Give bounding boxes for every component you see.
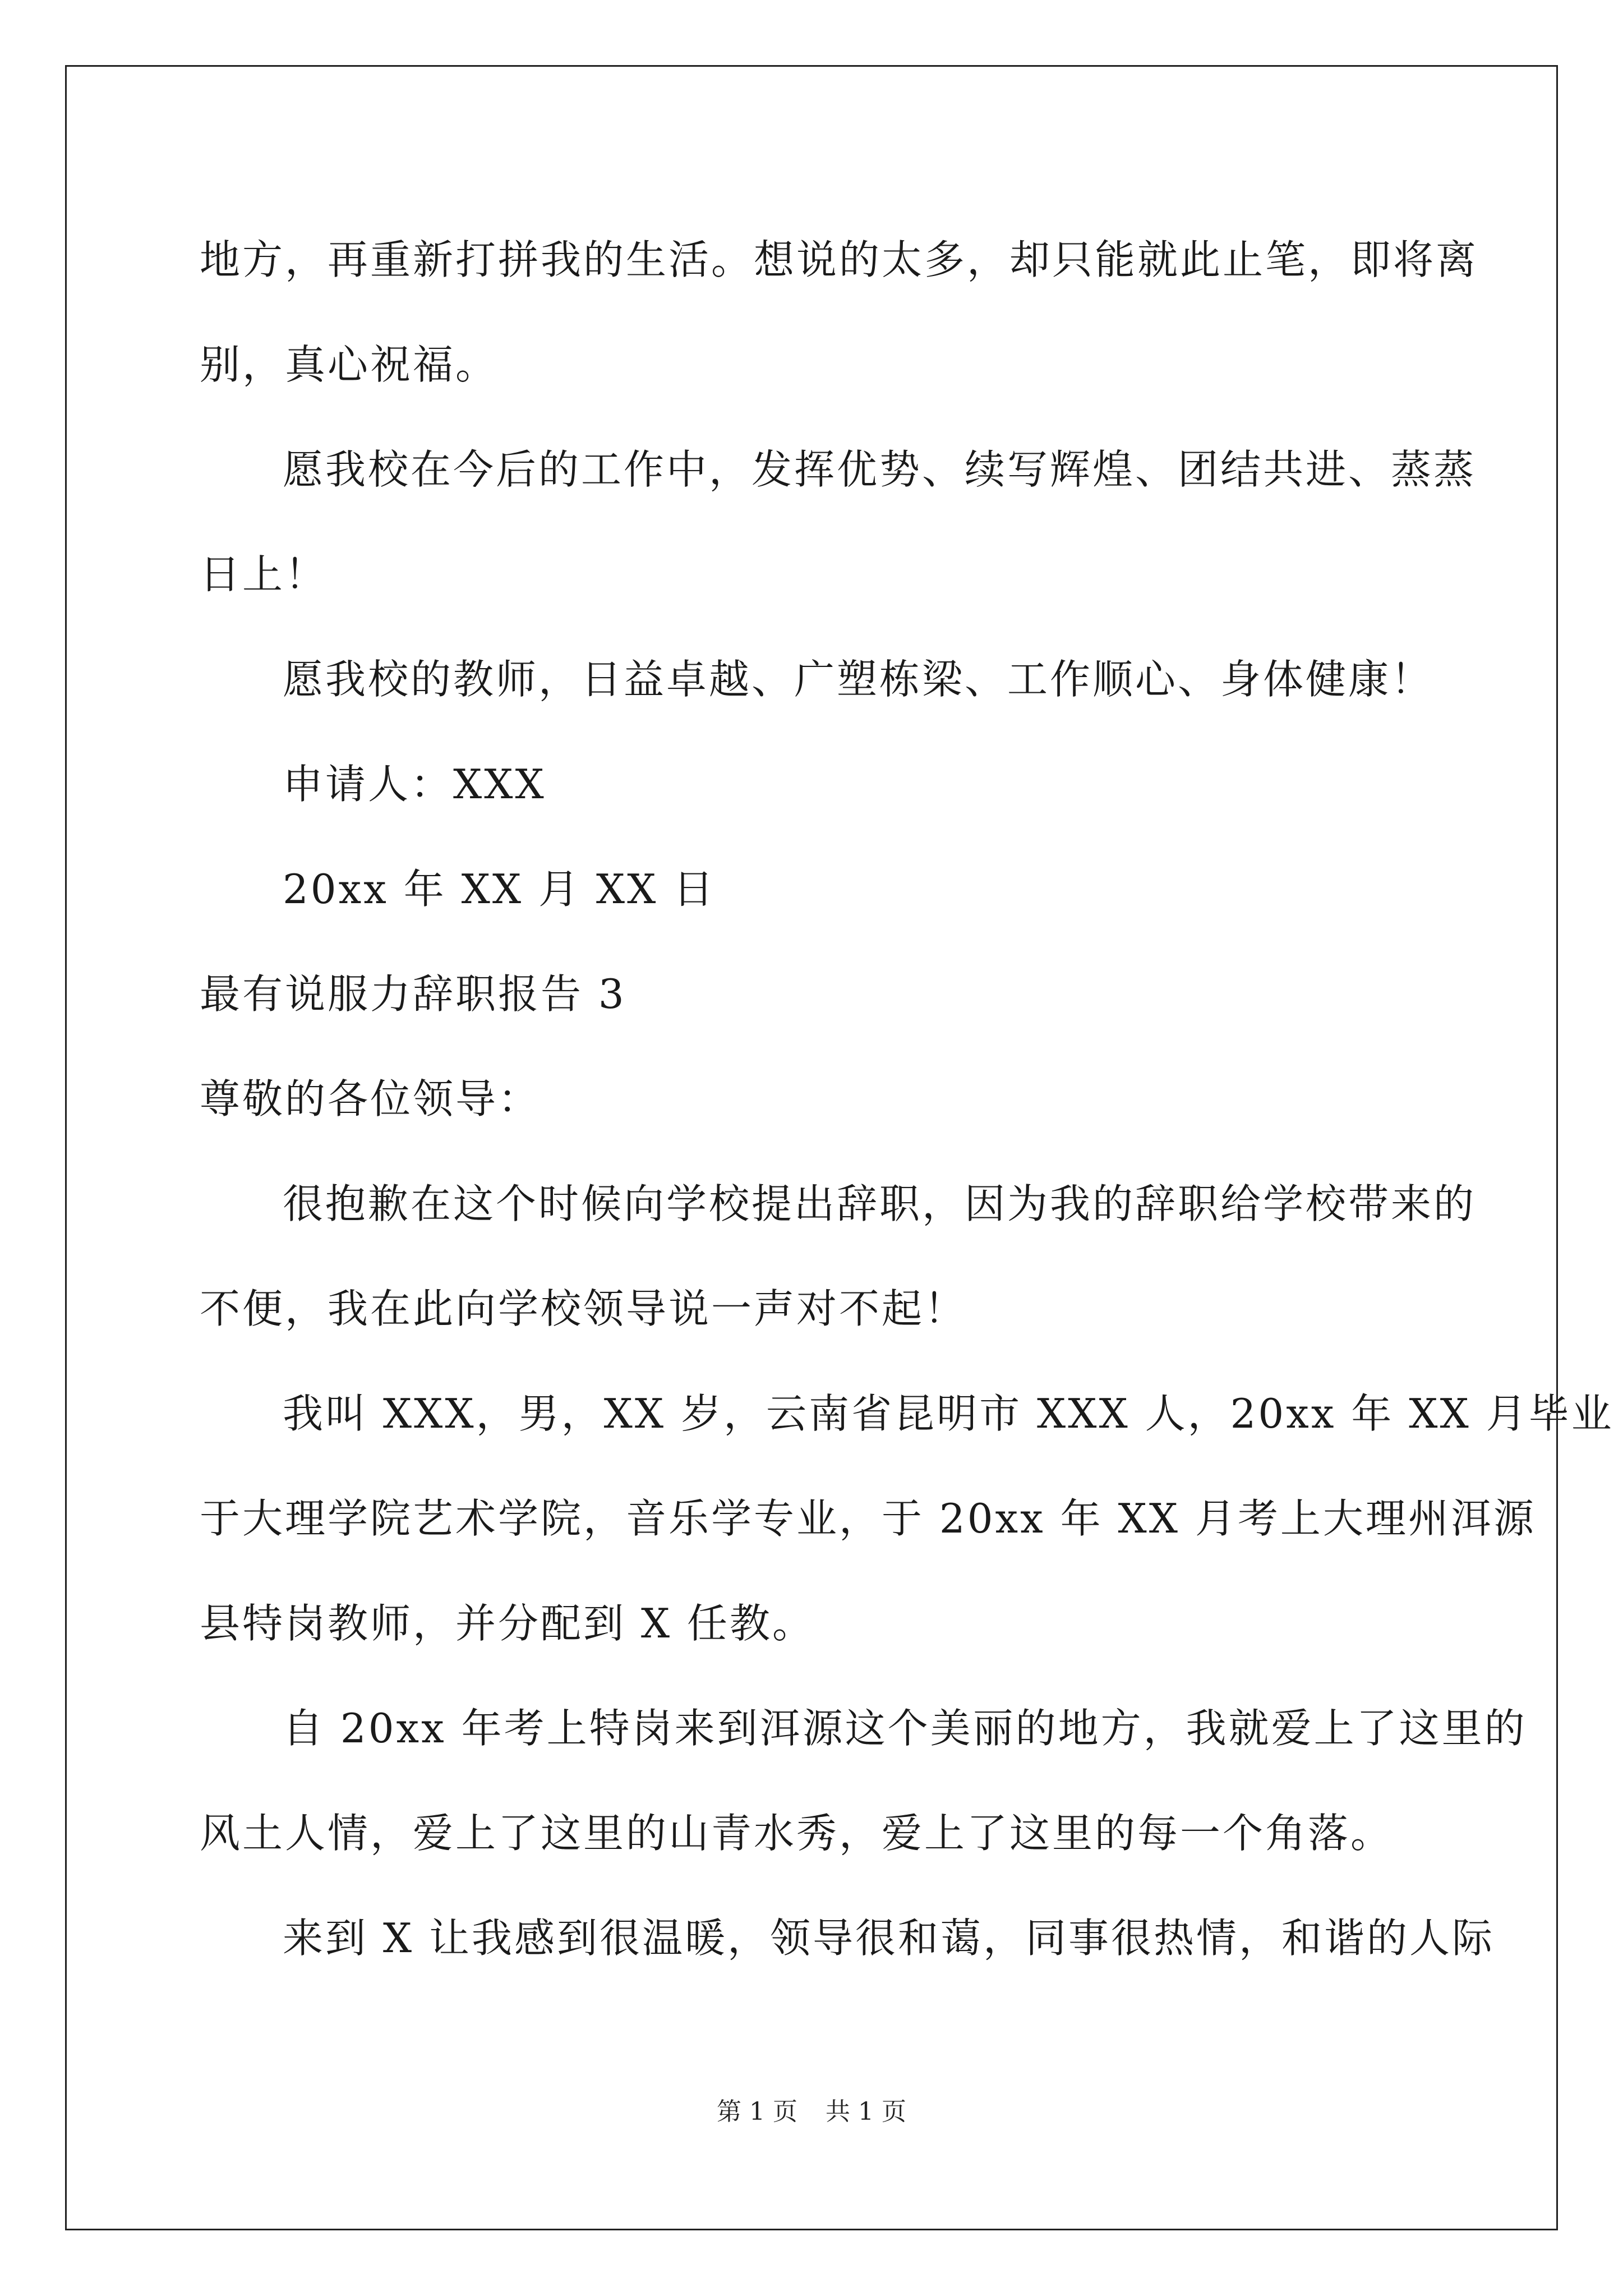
text-line: 自 20xx 年考上特岗来到洱源这个美丽的地方，我就爱上了这里的	[283, 1705, 1527, 1752]
text-line: 愿我校在今后的工作中，发挥优势、续写辉煌、团结共进、蒸蒸	[283, 446, 1477, 493]
text-line: 我叫 XXX，男，XX 岁，云南省昆明市 XXX 人，20xx 年 XX 月毕业	[283, 1390, 1614, 1437]
text-line: 很抱歉在这个时候向学校提出辞职，因为我的辞职给学校带来的	[283, 1180, 1477, 1227]
page-number: 第 1 页	[717, 2097, 797, 2126]
text-line: 不便，我在此向学校领导说一声对不起！	[200, 1285, 967, 1332]
date-line: 20xx 年 XX 月 XX 日	[283, 866, 716, 913]
text-line: 日上！	[200, 551, 328, 598]
text-line: 别，真心祝福。	[200, 341, 499, 388]
section-heading: 最有说服力辞职报告 3	[200, 970, 626, 1018]
text-line: 来到 X 让我感到很温暖，领导很和蔼，同事很热情，和谐的人际	[283, 1915, 1495, 1962]
text-line: 风土人情，爱上了这里的山青水秀，爱上了这里的每一个角落。	[200, 1810, 1394, 1857]
text-line: 县特岗教师，并分配到 X 任教。	[200, 1600, 815, 1647]
text-line: 地方，再重新打拼我的生活。想说的太多，却只能就此止笔，即将离	[200, 236, 1479, 283]
text-line: 愿我校的教师，日益卓越、广塑栋梁、工作顺心、身体健康！	[283, 656, 1434, 703]
document-body	[200, 208, 1614, 1991]
applicant-line: 申请人：XXX	[283, 761, 546, 808]
salutation: 尊敬的各位领导：	[200, 1075, 541, 1122]
text-line: 于大理学院艺术学院，音乐学专业，于 20xx 年 XX 月考上大理州洱源	[200, 1495, 1536, 1542]
page-total: 共 1 页	[826, 2097, 906, 2126]
page-footer	[0, 2095, 1623, 2129]
